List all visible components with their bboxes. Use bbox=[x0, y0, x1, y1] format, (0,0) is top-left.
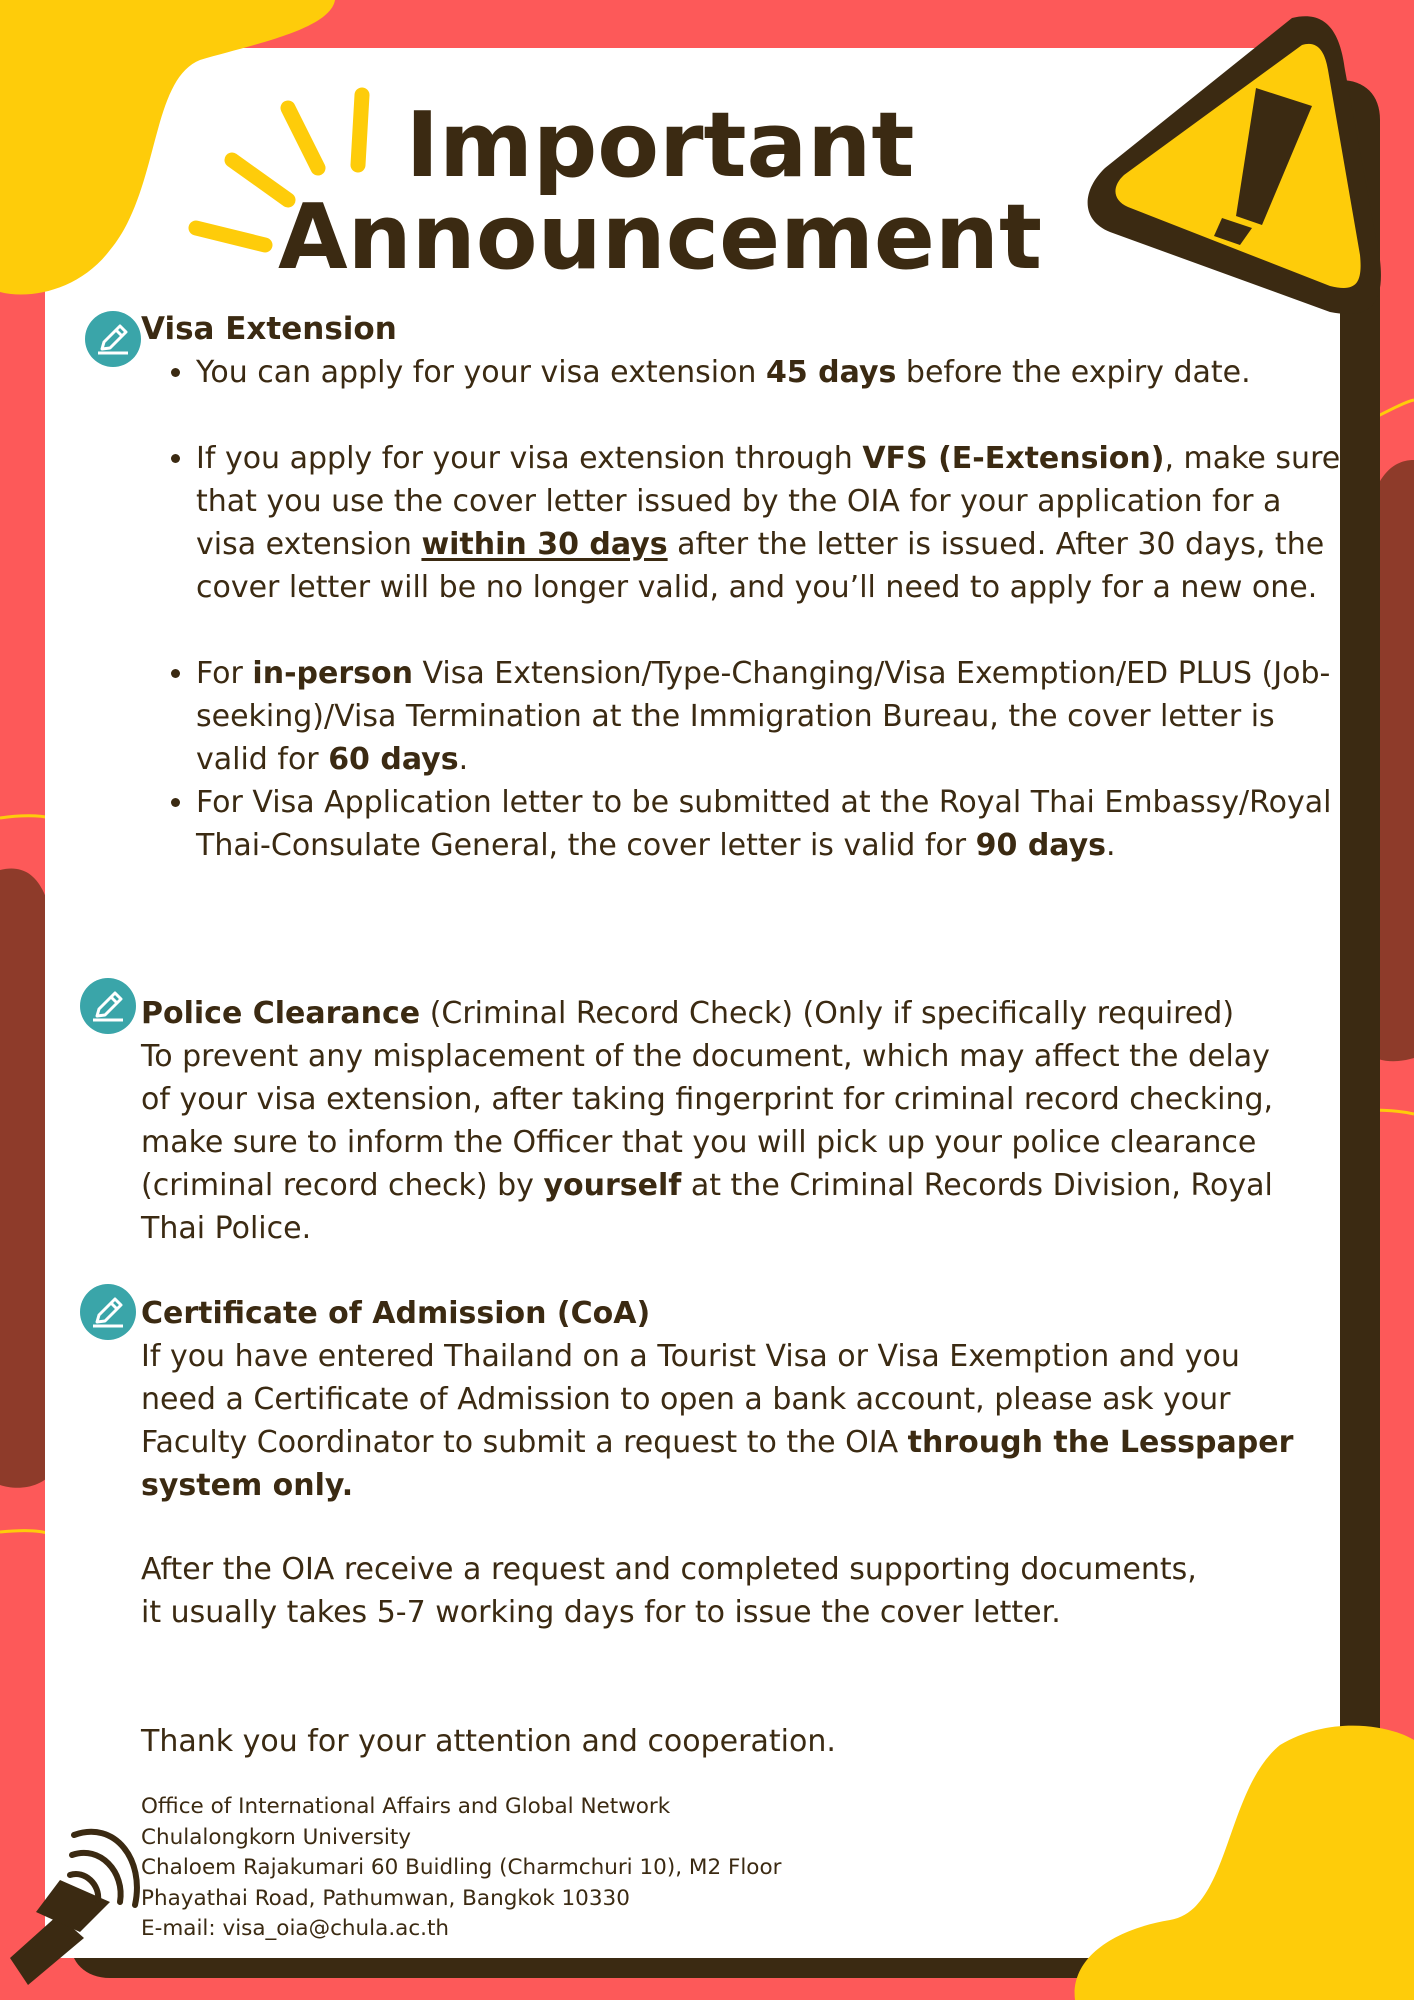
coa-section: Certificate of Admission (CoA) If you have entered Thailand on a Tourist Visa or Visa Exemption and you need a Certificate of Admission to open a bank account, please ask your Faculty Coordinator to submit a request to the OIA through the Lesspaper system only. bbox=[141, 1296, 1294, 1503]
coa-heading: Certificate of Admission (CoA) bbox=[141, 1296, 651, 1331]
police-clearance-section: Police Clearance (Criminal Record Check) (Only if specifically required) To prevent any misplacement of the document, which may affect the delay of your visa extension, after taking fingerprint for criminal record checking, make sure to inform the Officer that you will pick up your police clearance (criminal record check) by yourself at the Criminal Records Division, Royal Thai Police. bbox=[141, 996, 1274, 1246]
list-item: • If you apply for your visa extension through VFS (E-Extension), make sure that you use the cover letter issued by the OIA for your application for a visa extension within 30 days after the letter is issued. After 30 days, the cover letter will be no longer valid, and you’ll need to apply for a new one. bbox=[196, 437, 1346, 609]
title-line-1: Important bbox=[405, 93, 915, 198]
footer-building: Chaloem Rajakumari 60 Buidling (Charmchuri 10), M2 Floor bbox=[141, 1855, 782, 1880]
footer-office: Office of International Affairs and Global Network bbox=[141, 1794, 671, 1819]
police-clearance-heading: Police Clearance bbox=[141, 996, 421, 1031]
pencil-icon bbox=[80, 1284, 136, 1340]
page-title bbox=[250, 93, 1070, 290]
footer-address: Phayathai Road, Pathumwan, Bangkok 10330 bbox=[141, 1885, 630, 1911]
thank-you-text: Thank you for your attention and cooperation. bbox=[141, 1724, 836, 1759]
visa-extension-list bbox=[150, 351, 1346, 867]
footer-university: Chulalongkorn University bbox=[141, 1824, 412, 1850]
pencil-icon bbox=[80, 978, 136, 1034]
pencil-icon bbox=[85, 311, 141, 367]
list-item: • For Visa Application letter to be submitted at the Royal Thai Embassy/Royal Thai-Consulate General, the cover letter is valid for 90 days. bbox=[196, 781, 1346, 867]
footer-email: E-mail: visa_oia@chula.ac.th bbox=[141, 1916, 450, 1941]
contact-footer bbox=[141, 1792, 1041, 1945]
list-item: • For in-person Visa Extension/Type-Changing/Visa Exemption/ED PLUS (Job-seeking)/Visa Termination at the Immigration Bureau, the cover letter is valid for 60 days. bbox=[196, 652, 1346, 781]
visa-extension-heading: Visa Extension bbox=[141, 311, 397, 347]
coa-note: After the OIA receive a request and completed supporting documents, it usually takes 5-7 working days for to issue the cover letter. bbox=[141, 1552, 1197, 1630]
list-item: • You can apply for your visa extension 45 days before the expiry date. bbox=[196, 351, 1346, 394]
title-line-2: Announcement bbox=[277, 185, 1043, 290]
